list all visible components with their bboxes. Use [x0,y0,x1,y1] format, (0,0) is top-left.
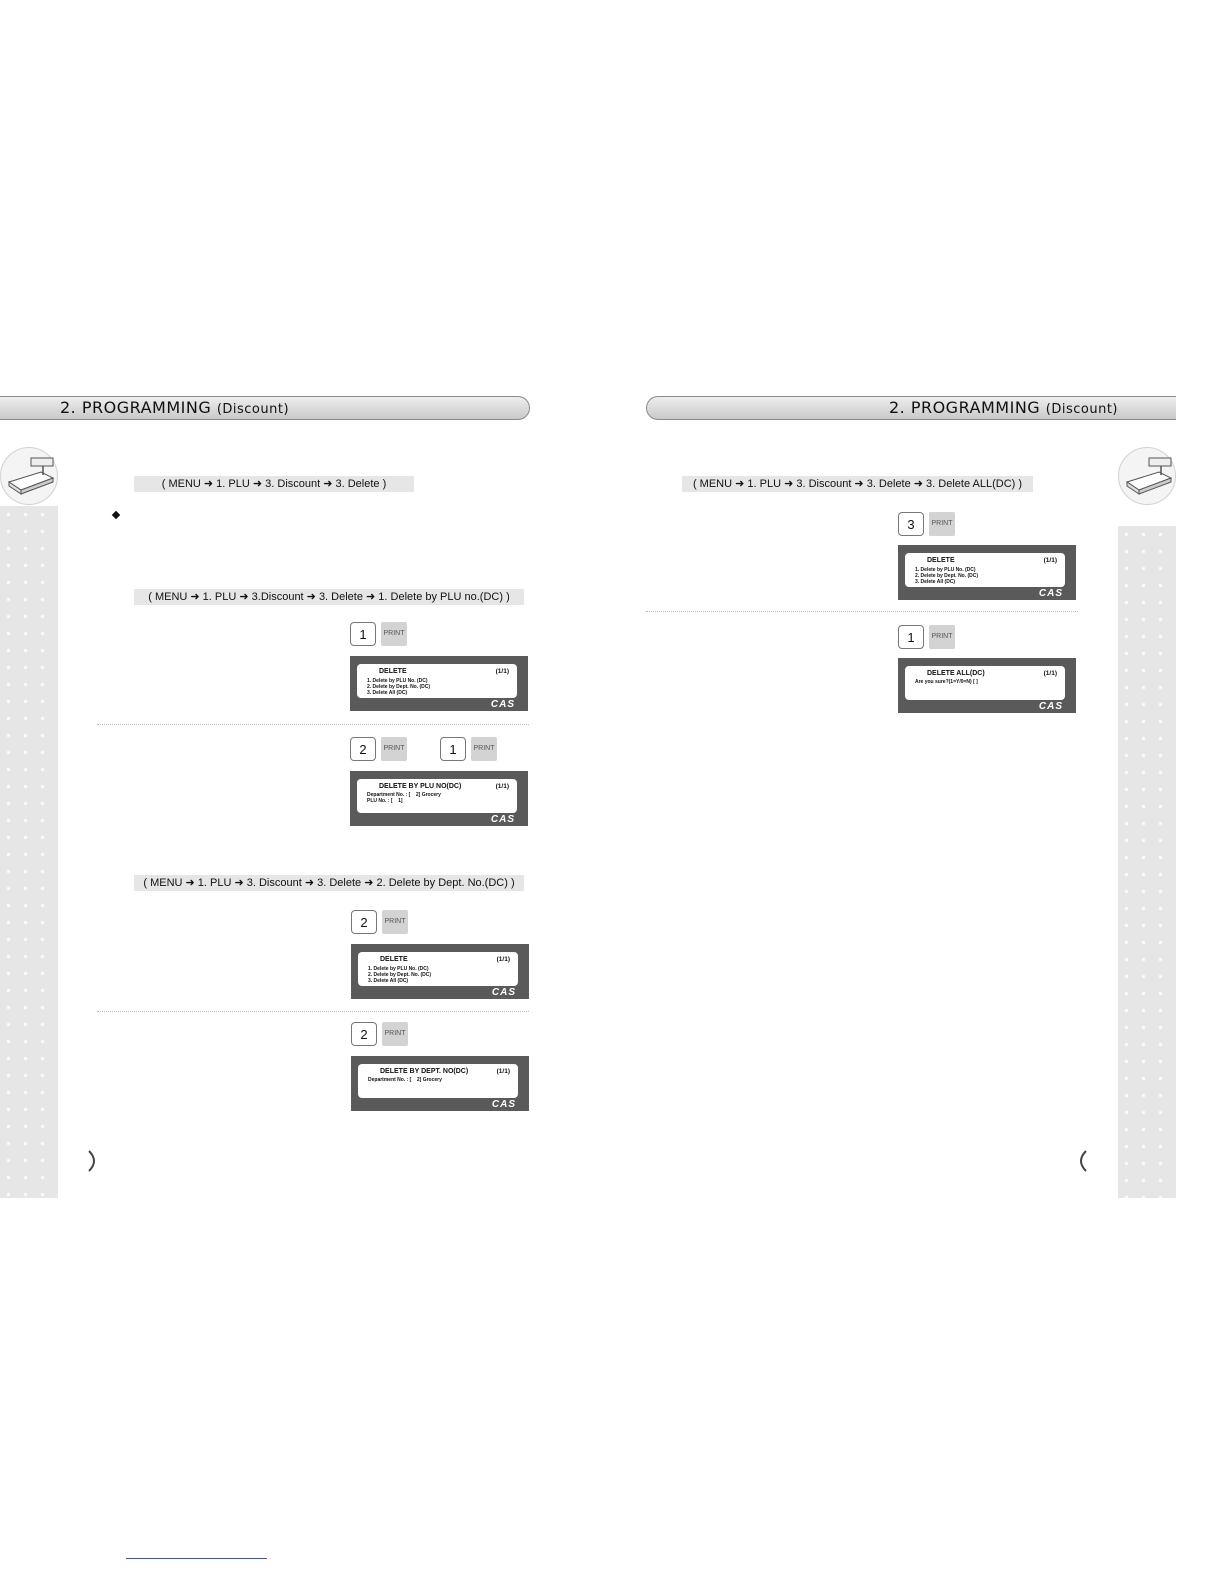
menu-path-delete: ( MENU ➜ 1. PLU ➜ 3. Discount ➜ 3. Delete ) [134,476,414,492]
page-corner-bracket-icon [1075,1150,1089,1176]
cas-logo: CAS [491,987,516,998]
cas-logo: CAS [491,1099,516,1110]
scale-icon [1118,447,1176,505]
left-page-header [0,396,530,420]
print-key[interactable]: PRINT [471,737,497,761]
numeric-key-2[interactable]: 2 [351,910,377,934]
numeric-key-2[interactable]: 2 [351,1022,377,1046]
menu-path-delete-by-dept: ( MENU ➜ 1. PLU ➜ 3. Discount ➜ 3. Delete ➜ 2. Delete by Dept. No.(DC) ) [134,875,524,891]
lcd-display-delete-menu: DELETE (1/1) 1. Delete by PLU No. (DC) 2. Delete by Dept. No. (DC) 3. Delete All (DC) CAS [350,656,528,711]
menu-path-delete-by-plu: ( MENU ➜ 1. PLU ➜ 3.Discount ➜ 3. Delete ➜ 1. Delete by PLU no.(DC) ) [134,589,524,605]
print-key[interactable]: PRINT [381,622,407,646]
right-side-strip [1118,526,1176,1198]
numeric-key-1[interactable]: 1 [350,622,376,646]
divider [97,724,529,725]
numeric-key-3[interactable]: 3 [898,512,924,536]
lcd-display-delete-by-dept: DELETE BY DEPT. NO(DC) (1/1) Department No. : [ 2] Grocery CAS [351,1056,529,1111]
cas-logo: CAS [1038,701,1063,712]
right-header-title: 2. PROGRAMMING (Discount) [888,398,1118,417]
print-key[interactable]: PRINT [382,1022,408,1046]
divider [646,611,1078,612]
left-header-title: 2. PROGRAMMING (Discount) [60,398,290,417]
page-corner-bracket-icon [86,1150,100,1176]
print-key[interactable]: PRINT [381,737,407,761]
divider [97,1011,529,1012]
left-side-strip [0,506,58,1198]
print-key[interactable]: PRINT [382,910,408,934]
print-key[interactable]: PRINT [929,512,955,536]
cas-logo: CAS [490,814,515,825]
bottom-underline [126,1558,267,1559]
lcd-display-delete-all: DELETE ALL(DC) (1/1) Are you sure?(1=Y/0=N) [ ] CAS [898,658,1076,713]
cas-logo: CAS [490,699,515,710]
print-key[interactable]: PRINT [929,625,955,649]
lcd-display-delete-by-plu: DELETE BY PLU NO(DC) (1/1) Department No. : [ 2] Grocery PLU No. : [ 1] CAS [350,771,528,826]
bullet-icon [112,511,120,519]
menu-path-delete-all: ( MENU ➜ 1. PLU ➜ 3. Discount ➜ 3. Delete ➜ 3. Delete ALL(DC) ) [682,476,1033,492]
cas-logo: CAS [1038,588,1063,599]
scale-icon [0,447,58,505]
right-page-header [646,396,1176,420]
lcd-display-delete-menu: DELETE (1/1) 1. Delete by PLU No. (DC) 2. Delete by Dept. No. (DC) 3. Delete All (DC) CAS [351,944,529,999]
lcd-display-delete-menu: DELETE (1/1) 1. Delete by PLU No. (DC) 2. Delete by Dept. No. (DC) 3. Delete All (DC) CAS [898,545,1076,600]
numeric-key-1[interactable]: 1 [898,625,924,649]
numeric-key-2[interactable]: 2 [350,737,376,761]
numeric-key-1[interactable]: 1 [440,737,466,761]
